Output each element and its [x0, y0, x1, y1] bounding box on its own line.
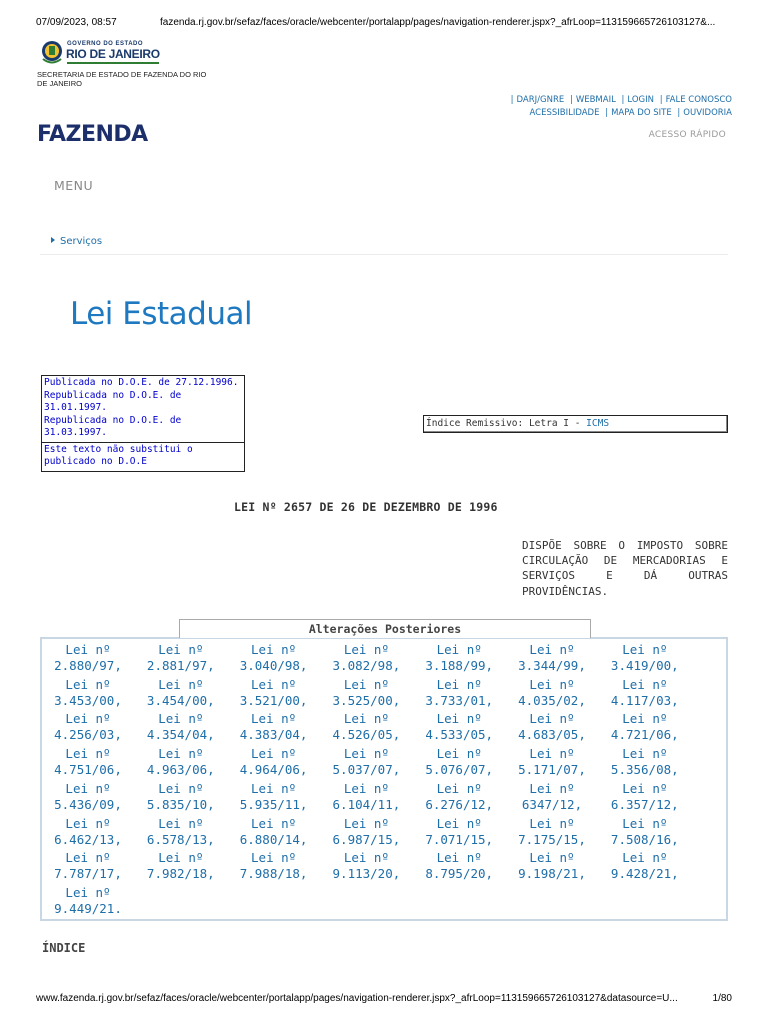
- amendment-law-link[interactable]: [413, 850, 505, 882]
- law-number: 4.117/03,: [610, 692, 679, 708]
- law-number: 7.508/16,: [610, 831, 679, 847]
- law-number: 4.354/04,: [146, 727, 215, 743]
- indice-heading: ÍNDICE: [42, 941, 86, 955]
- law-number: 3.082/98,: [332, 658, 401, 673]
- law-prefix: Lei nº: [158, 711, 204, 727]
- law-number: 7.982/18,: [146, 866, 215, 882]
- law-prefix: Lei nº: [622, 676, 668, 692]
- law-prefix: Lei nº: [436, 676, 482, 692]
- law-number: 5.037/07,: [332, 762, 401, 778]
- law-number: 5.835/10,: [146, 796, 215, 812]
- law-number: 7.787/17,: [54, 866, 122, 882]
- law-prefix: Lei nº: [158, 780, 204, 796]
- amendment-law-link[interactable]: [599, 816, 691, 848]
- law-prefix: Lei nº: [65, 884, 111, 900]
- secretaria-name: SECRETARIA DE ESTADO DE FAZENDA DO RIO DE JANEIRO: [37, 70, 207, 88]
- law-prefix: Lei nº: [529, 746, 575, 762]
- amendment-law-link[interactable]: [228, 746, 320, 778]
- law-prefix: Lei nº: [343, 676, 389, 692]
- publication-disclaimer: Este texto não substitui o publicado no D.O.E: [42, 442, 244, 471]
- amendment-law-link[interactable]: [599, 746, 691, 778]
- publication-dates: [42, 376, 244, 442]
- amendment-law-link[interactable]: [506, 677, 598, 709]
- amendment-law-link[interactable]: [413, 711, 505, 743]
- amendment-law-link[interactable]: [228, 677, 320, 709]
- top-links: [508, 94, 732, 119]
- page-number: 1/80: [712, 993, 732, 1004]
- amendment-law-link[interactable]: [506, 816, 598, 848]
- law-number: 9.449/21.: [54, 900, 122, 916]
- amendment-law-link[interactable]: [320, 746, 412, 778]
- amendment-law-link[interactable]: [599, 711, 691, 743]
- amendment-law-link[interactable]: [599, 677, 691, 709]
- amendment-law-link[interactable]: [320, 711, 412, 743]
- amendment-law-link[interactable]: [135, 781, 227, 813]
- logo-line-2: RIO DE JANEIRO: [66, 47, 160, 61]
- amendment-law-link[interactable]: [413, 746, 505, 778]
- amendment-law-link[interactable]: [228, 711, 320, 743]
- law-prefix: Lei nº: [343, 642, 389, 657]
- law-number: 3.521/00,: [239, 692, 308, 708]
- amendment-law-link[interactable]: [228, 850, 320, 882]
- law-number: 5.356/08,: [610, 762, 679, 778]
- law-prefix: Lei nº: [158, 746, 204, 762]
- law-prefix: Lei nº: [622, 815, 668, 831]
- law-number: 9.198/21,: [518, 866, 586, 882]
- amendment-law-link[interactable]: [599, 850, 691, 882]
- law-prefix: Lei nº: [65, 676, 111, 692]
- link-darj-gnre[interactable]: DARJ/GNRE: [516, 95, 565, 105]
- amendment-law-link[interactable]: [599, 781, 691, 813]
- index-remissivo: [423, 415, 728, 433]
- law-prefix: Lei nº: [343, 815, 389, 831]
- publication-line: Publicada no D.O.E. de 27.12.1996.: [44, 377, 239, 388]
- law-number: 2.880/97,: [54, 658, 122, 673]
- law-number: 9.113/20,: [332, 866, 401, 882]
- amendment-law-link[interactable]: [320, 677, 412, 709]
- law-number: 4.721/06,: [610, 727, 679, 743]
- top-links-row-1: | DARJ/GNRE | WEBMAIL | LOGIN | FALE CONOSCO: [510, 95, 732, 105]
- law-number: 3.525/00,: [332, 692, 401, 708]
- law-number: 6.578/13,: [146, 831, 215, 847]
- law-prefix: Lei nº: [251, 815, 297, 831]
- menu-button[interactable]: MENU: [54, 178, 94, 193]
- amendment-law-link[interactable]: [413, 642, 505, 674]
- law-prefix: Lei nº: [251, 746, 297, 762]
- law-number: 6.462/13,: [54, 831, 122, 847]
- law-number: 4.533/05,: [425, 727, 494, 743]
- law-number: 6.880/14,: [239, 831, 308, 847]
- law-prefix: Lei nº: [343, 780, 389, 796]
- law-prefix: Lei nº: [65, 642, 111, 657]
- law-prefix: Lei nº: [622, 780, 668, 796]
- law-number: 6.357/12,: [610, 796, 679, 812]
- amendment-law-link[interactable]: [135, 677, 227, 709]
- amendment-law-link[interactable]: [413, 781, 505, 813]
- amendment-law-link[interactable]: [320, 816, 412, 848]
- law-number: 5.436/09,: [54, 796, 122, 812]
- amendment-law-link[interactable]: [228, 816, 320, 848]
- logo-stripe: [67, 62, 159, 64]
- footer-url: www.fazenda.rj.gov.br/sefaz/faces/oracle/webcenter/portalapp/pages/navigation-renderer.jspx?_afrLoop=113159665726103127&datasource=U...: [36, 993, 678, 1004]
- divider: [40, 254, 728, 255]
- amendment-law-link[interactable]: [413, 677, 505, 709]
- amendment-law-link[interactable]: [135, 711, 227, 743]
- law-prefix: Lei nº: [158, 642, 204, 657]
- law-number: 2.881/97,: [146, 658, 215, 673]
- index-label: Índice Remissivo: Letra I -: [426, 418, 587, 429]
- law-number: 3.188/99,: [425, 658, 494, 673]
- amendment-law-link[interactable]: [42, 711, 134, 743]
- amendment-law-link[interactable]: [42, 746, 134, 778]
- law-prefix: Lei nº: [158, 815, 204, 831]
- amendment-law-link[interactable]: [42, 885, 134, 917]
- law-prefix: Lei nº: [343, 850, 389, 866]
- law-number: 3.419/00,: [610, 658, 679, 673]
- amendment-law-link[interactable]: [228, 781, 320, 813]
- amendment-law-link[interactable]: [135, 850, 227, 882]
- law-number: 4.683/05,: [518, 727, 586, 743]
- law-prefix: Lei nº: [158, 850, 204, 866]
- amendment-law-link[interactable]: [135, 642, 227, 674]
- amendment-law-link[interactable]: [42, 677, 134, 709]
- print-date: 07/09/2023, 08:57: [36, 17, 117, 28]
- law-prefix: Lei nº: [622, 642, 668, 657]
- law-number: 3.454/00,: [146, 692, 215, 708]
- print-url: fazenda.rj.gov.br/sefaz/faces/oracle/webcenter/portalapp/pages/navigation-renderer.jspx?_afrLoop=113159665726103127&...: [160, 17, 716, 28]
- link-mapa-do-site[interactable]: MAPA DO SITE: [611, 107, 672, 118]
- law-prefix: Lei nº: [436, 815, 482, 831]
- law-prefix: Lei nº: [251, 711, 297, 727]
- law-prefix: Lei nº: [436, 711, 482, 727]
- law-prefix: Lei nº: [65, 746, 111, 762]
- law-prefix: Lei nº: [529, 780, 575, 796]
- law-number: 7.071/15,: [425, 831, 494, 847]
- law-number: 6.104/11,: [332, 796, 401, 812]
- law-prefix: Lei nº: [65, 850, 111, 866]
- law-prefix: Lei nº: [622, 711, 668, 727]
- law-prefix: Lei nº: [251, 780, 297, 796]
- law-number: 8.795/20,: [425, 866, 494, 882]
- publication-line: Republicada no D.O.E. de 31.03.1997.: [44, 414, 182, 438]
- amendment-law-link[interactable]: [506, 781, 598, 813]
- law-prefix: Lei nº: [436, 746, 482, 762]
- amendment-law-link[interactable]: [599, 642, 691, 674]
- amendment-law-link[interactable]: [413, 816, 505, 848]
- law-prefix: Lei nº: [65, 815, 111, 831]
- law-prefix: Lei nº: [622, 746, 668, 762]
- coat-of-arms-icon: [40, 39, 64, 65]
- law-prefix: Lei nº: [529, 815, 575, 831]
- law-number: 4.751/06,: [54, 762, 122, 778]
- amendment-law-link[interactable]: [135, 746, 227, 778]
- law-prefix: Lei nº: [436, 850, 482, 866]
- law-title: LEI Nº 2657 DE 26 DE DEZEMBRO DE 1996: [234, 500, 498, 514]
- law-number: 4.963/06,: [146, 762, 215, 778]
- amendment-law-link[interactable]: [320, 850, 412, 882]
- law-prefix: Lei nº: [251, 676, 297, 692]
- law-number: 3.733/01,: [425, 692, 494, 708]
- law-number: 4.383/04,: [239, 727, 308, 743]
- law-number: 4.526/05,: [332, 727, 401, 743]
- law-number: 4.256/03,: [54, 727, 122, 743]
- law-number: 7.175/15,: [518, 831, 586, 847]
- law-number: 9.428/21,: [610, 866, 679, 882]
- law-prefix: Lei nº: [158, 676, 204, 692]
- amendment-law-link[interactable]: [506, 746, 598, 778]
- government-logo[interactable]: [40, 38, 180, 66]
- law-number: 4.035/02,: [518, 692, 586, 708]
- law-number: 3.453/00,: [54, 692, 122, 708]
- link-fale-conosco[interactable]: FALE CONOSCO: [665, 95, 732, 105]
- amendment-law-link[interactable]: [320, 642, 412, 674]
- law-number: 4.964/06,: [239, 762, 308, 778]
- top-links-row-2: ACESSIBILIDADE | MAPA DO SITE | OUVIDORIA: [529, 107, 732, 118]
- law-prefix: Lei nº: [251, 642, 297, 657]
- law-prefix: Lei nº: [529, 711, 575, 727]
- logo-line-1: GOVERNO DO ESTADO: [67, 41, 144, 47]
- law-ementa: DISPÕE SOBRE O IMPOSTO SOBRE CIRCULAÇÃO DE MERCADORIAS E SERVIÇOS E DÁ OUTRAS PROVIDÊNCIAS.: [522, 539, 728, 598]
- law-number: 6.987/15,: [332, 831, 401, 847]
- amendment-law-link[interactable]: [42, 781, 134, 813]
- amendment-law-link[interactable]: [42, 642, 134, 674]
- law-number: 5.171/07,: [518, 762, 586, 778]
- amendment-law-link[interactable]: [135, 816, 227, 848]
- law-prefix: Lei nº: [529, 676, 575, 692]
- law-prefix: Lei nº: [529, 642, 575, 657]
- law-prefix: Lei nº: [65, 780, 111, 796]
- site-title[interactable]: FAZENDA: [37, 122, 148, 147]
- publication-line: Republicada no D.O.E. de 31.01.1997.: [44, 389, 182, 413]
- alteracoes-label: Alterações Posteriores: [179, 619, 591, 638]
- amendment-law-link[interactable]: [506, 642, 598, 674]
- link-ouvidoria[interactable]: OUVIDORIA: [683, 107, 732, 118]
- law-number: 6.276/12,: [425, 796, 494, 812]
- law-number: 6347/12,: [521, 796, 583, 812]
- page-title: Lei Estadual: [70, 296, 253, 332]
- link-webmail[interactable]: WEBMAIL: [575, 95, 616, 105]
- amendment-law-link[interactable]: [228, 642, 320, 674]
- amendment-law-link[interactable]: [506, 850, 598, 882]
- link-acessibilidade[interactable]: ACESSIBILIDADE: [529, 107, 600, 118]
- caret-right-icon: [51, 237, 55, 243]
- law-prefix: Lei nº: [622, 850, 668, 866]
- law-number: 3.040/98,: [239, 658, 308, 673]
- law-prefix: Lei nº: [251, 850, 297, 866]
- law-prefix: Lei nº: [343, 746, 389, 762]
- breadcrumb-servicos[interactable]: [51, 236, 102, 247]
- law-number: 7.988/18,: [239, 866, 308, 882]
- law-prefix: Lei nº: [529, 850, 575, 866]
- breadcrumb-label: Serviços: [60, 236, 103, 247]
- law-prefix: Lei nº: [436, 642, 482, 657]
- link-login[interactable]: LOGIN: [627, 95, 654, 105]
- law-number: 5.935/11,: [239, 796, 308, 812]
- amendment-law-link[interactable]: [42, 850, 134, 882]
- amendment-law-link[interactable]: [320, 781, 412, 813]
- amendment-law-link[interactable]: [506, 711, 598, 743]
- publication-box: [41, 375, 245, 472]
- law-prefix: Lei nº: [343, 711, 389, 727]
- law-prefix: Lei nº: [436, 780, 482, 796]
- law-number: 3.344/99,: [518, 658, 586, 673]
- law-number: 5.076/07,: [425, 762, 494, 778]
- index-link-icms[interactable]: ICMS: [586, 418, 610, 429]
- amendment-law-link[interactable]: [42, 816, 134, 848]
- acesso-rapido-button[interactable]: ACESSO RÁPIDO: [648, 130, 726, 140]
- law-prefix: Lei nº: [65, 711, 111, 727]
